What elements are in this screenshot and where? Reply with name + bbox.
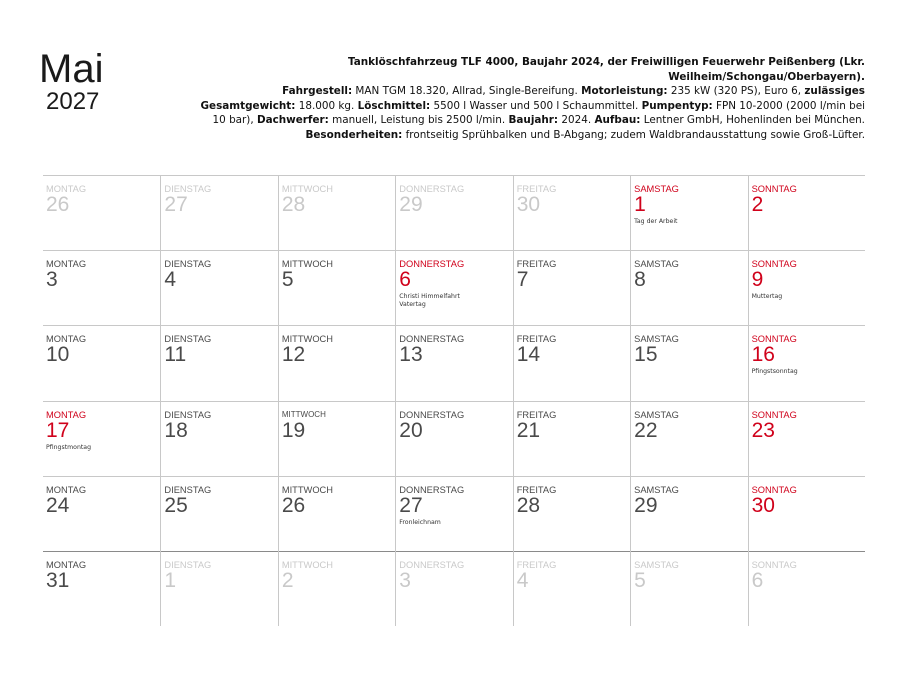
holiday-label	[399, 519, 441, 527]
year-label: 2027	[46, 88, 100, 115]
value-monitor: manuell, Leistung bis 2500 l/min.	[328, 114, 509, 126]
day-cell[interactable]	[160, 325, 277, 400]
month-title: Mai	[39, 47, 104, 91]
day-number: 22	[634, 418, 658, 442]
day-number: 16	[751, 343, 775, 367]
weekday-label: FREITAG	[516, 560, 557, 570]
day-cell[interactable]	[278, 401, 395, 476]
holiday-line: Pfingstsonntag	[751, 368, 798, 376]
weekday-label: SAMSTAG	[634, 184, 679, 194]
day-cell[interactable]	[748, 250, 865, 325]
day-number: 17	[46, 418, 70, 442]
label-power: Motorleistung:	[581, 85, 668, 97]
day-cell[interactable]	[630, 250, 747, 325]
day-number: 18	[164, 418, 188, 442]
day-number: 4	[164, 268, 177, 292]
day-number: 5	[634, 569, 646, 592]
calendar-grid	[43, 175, 865, 626]
weekday-label: DONNERSTAG	[399, 484, 465, 495]
day-cell[interactable]	[630, 175, 747, 250]
day-number: 26	[281, 493, 306, 517]
day-number: 5	[281, 268, 294, 292]
label-agent: Löschmittel:	[357, 99, 431, 112]
day-cell[interactable]	[395, 401, 512, 476]
value-features: frontseitig Sprühbalken und B-Abgang; zudem Waldbrandausstattung sowie Groß-Lüfter.	[402, 128, 865, 141]
weekday-label: FREITAG	[516, 259, 557, 270]
weekday-label: DIENSTAG	[164, 484, 212, 495]
day-cell[interactable]	[513, 250, 630, 325]
day-cell[interactable]	[160, 476, 277, 551]
label-pump: Pumpentyp:	[641, 99, 713, 112]
day-cell[interactable]	[278, 175, 395, 250]
weekday-label: DONNERSTAG	[399, 560, 465, 570]
day-cell[interactable]	[513, 175, 630, 250]
day-number: 31	[46, 569, 70, 592]
weekday-label: MONTAG	[46, 259, 87, 270]
day-cell[interactable]	[395, 476, 512, 551]
day-number: 28	[516, 493, 541, 517]
label-features: Besonderheiten:	[305, 128, 403, 141]
weekday-label: MONTAG	[46, 334, 87, 345]
day-cell[interactable]	[160, 175, 277, 250]
weekday-label: SONNTAG	[751, 409, 797, 420]
day-cell[interactable]	[513, 551, 630, 626]
day-number: 13	[399, 343, 423, 367]
weekday-label: MITTWOCH	[281, 334, 333, 345]
day-number: 25	[164, 493, 188, 517]
day-cell[interactable]	[278, 250, 395, 325]
day-number: 12	[281, 343, 306, 367]
weekday-label: DIENSTAG	[164, 334, 212, 345]
holiday-line: Pfingstmontag	[46, 443, 92, 451]
weekday-label: SAMSTAG	[634, 560, 679, 570]
weekday-label: SONNTAG	[751, 560, 797, 570]
value-body: Lentner GmbH, Hohenlinden bei München.	[640, 114, 865, 126]
day-cell[interactable]	[43, 325, 160, 400]
day-number: 14	[516, 343, 541, 367]
day-number: 28	[281, 193, 306, 216]
day-cell[interactable]	[630, 401, 747, 476]
weekday-label: MONTAG	[46, 184, 87, 194]
holiday-line: Muttertag	[751, 293, 783, 301]
day-number: 2	[281, 569, 294, 592]
vehicle-description	[190, 55, 865, 142]
day-number: 1	[634, 193, 646, 216]
day-cell[interactable]	[630, 325, 747, 400]
label-year: Baujahr:	[508, 114, 559, 126]
day-number: 2	[751, 193, 764, 216]
weekday-label: SAMSTAG	[634, 409, 679, 420]
value-year: 2024.	[558, 114, 595, 126]
day-number: 24	[46, 493, 70, 517]
weekday-label: SAMSTAG	[634, 334, 679, 345]
weekday-label: SAMSTAG	[634, 484, 679, 495]
day-number: 26	[46, 193, 70, 216]
holiday-label	[752, 368, 798, 376]
weekday-label: MITTWOCH	[281, 560, 333, 570]
day-number: 7	[516, 268, 529, 292]
weekday-label: MONTAG	[46, 484, 87, 495]
value-chassis: MAN TGM 18.320, Allrad, Single-Bereifung.	[352, 85, 582, 97]
weekday-label: MITTWOCH	[281, 409, 326, 419]
day-number: 27	[164, 193, 188, 216]
day-cell[interactable]	[630, 476, 747, 551]
holiday-label	[399, 293, 460, 310]
day-number: 4	[516, 569, 529, 592]
day-cell[interactable]	[748, 476, 865, 551]
day-cell[interactable]	[395, 325, 512, 400]
day-number: 1	[164, 569, 177, 592]
day-number: 29	[634, 493, 658, 517]
weekday-label: MITTWOCH	[281, 484, 333, 495]
weekday-label: MITTWOCH	[281, 184, 333, 194]
label-body: Aufbau:	[594, 114, 641, 126]
day-number: 27	[399, 493, 423, 517]
weekday-label: SONNTAG	[751, 484, 797, 495]
day-cell[interactable]	[395, 250, 512, 325]
label-monitor: Dachwerfer:	[256, 114, 329, 126]
day-cell[interactable]	[278, 476, 395, 551]
weekday-label: FREITAG	[516, 484, 557, 495]
value-weight: 18.000 kg.	[295, 99, 358, 112]
day-number: 3	[399, 569, 411, 592]
weekday-label: DONNERSTAG	[399, 334, 465, 345]
description-body	[190, 84, 865, 142]
description-title: Tanklöschfahrzeug TLF 4000, Baujahr 2024, der Freiwilligen Feuerwehr Peißenberg (Lkr. Weilheim/Schongau/Oberbayern).	[347, 56, 865, 83]
day-number: 19	[281, 418, 306, 442]
holiday-line: Christi Himmelfahrt	[399, 293, 460, 301]
holiday-label	[634, 218, 677, 226]
weekday-label: FREITAG	[516, 409, 557, 420]
day-number: 30	[516, 193, 541, 216]
weekday-label: SONNTAG	[751, 184, 797, 194]
day-cell[interactable]	[43, 551, 160, 626]
day-cell[interactable]	[513, 476, 630, 551]
holiday-label	[752, 293, 783, 301]
holiday-line: Fronleichnam	[399, 518, 441, 526]
holiday-label	[46, 444, 91, 452]
day-cell[interactable]	[748, 401, 865, 476]
day-number: 10	[46, 343, 70, 367]
day-number: 6	[751, 569, 764, 592]
day-cell[interactable]	[160, 551, 277, 626]
weekday-label: DONNERSTAG	[399, 184, 465, 194]
weekday-label: DIENSTAG	[164, 259, 212, 270]
day-cell[interactable]	[43, 250, 160, 325]
weekday-label: DONNERSTAG	[399, 409, 465, 420]
weekday-label: MONTAG	[46, 560, 87, 570]
day-cell[interactable]	[748, 325, 865, 400]
day-cell[interactable]	[160, 401, 277, 476]
day-cell[interactable]	[278, 551, 395, 626]
day-cell[interactable]	[748, 551, 865, 626]
weekday-label: MITTWOCH	[281, 259, 333, 270]
weekday-label: SONNTAG	[751, 334, 797, 345]
day-number: 20	[399, 418, 423, 442]
day-number: 9	[751, 268, 764, 292]
day-number: 21	[516, 418, 541, 442]
day-number: 15	[634, 343, 658, 367]
day-cell[interactable]	[43, 401, 160, 476]
holiday-line: Vatertag	[399, 301, 426, 309]
day-number: 30	[751, 493, 775, 517]
day-number: 8	[634, 268, 646, 292]
weekday-label: DIENSTAG	[164, 184, 212, 194]
weekday-label: DONNERSTAG	[399, 259, 465, 270]
weekday-label: SAMSTAG	[634, 259, 679, 270]
day-number: 23	[751, 418, 775, 442]
label-chassis: Fahrgestell:	[282, 85, 353, 97]
day-cell[interactable]	[513, 325, 630, 400]
weekday-label: DIENSTAG	[164, 409, 212, 420]
day-cell[interactable]	[395, 551, 512, 626]
weekday-label: DIENSTAG	[164, 560, 212, 570]
day-cell[interactable]	[748, 175, 865, 250]
day-cell[interactable]	[630, 551, 747, 626]
day-number: 11	[164, 343, 187, 367]
weekday-label: FREITAG	[516, 334, 557, 345]
weekday-label: FREITAG	[516, 184, 557, 194]
weekday-label: MONTAG	[46, 409, 87, 420]
day-number: 3	[46, 268, 58, 292]
label-weight: zulässiges Gesamtgewicht:	[200, 85, 865, 112]
day-number: 29	[399, 193, 423, 216]
day-cell[interactable]	[43, 175, 160, 250]
day-cell[interactable]	[160, 250, 277, 325]
day-cell[interactable]	[513, 401, 630, 476]
day-cell[interactable]	[278, 325, 395, 400]
day-number: 6	[399, 268, 411, 292]
value-power: 235 kW (320 PS), Euro 6,	[667, 85, 805, 97]
holiday-line: Tag der Arbeit	[634, 218, 678, 225]
day-cell[interactable]	[43, 476, 160, 551]
day-cell[interactable]	[395, 175, 512, 250]
weekday-label: SONNTAG	[751, 259, 797, 270]
value-pump: FPN 10-2000 (2000 l/min bei 10 bar),	[212, 99, 865, 126]
value-agent: 5500 l Wasser und 500 l Schaummittel.	[430, 99, 642, 112]
